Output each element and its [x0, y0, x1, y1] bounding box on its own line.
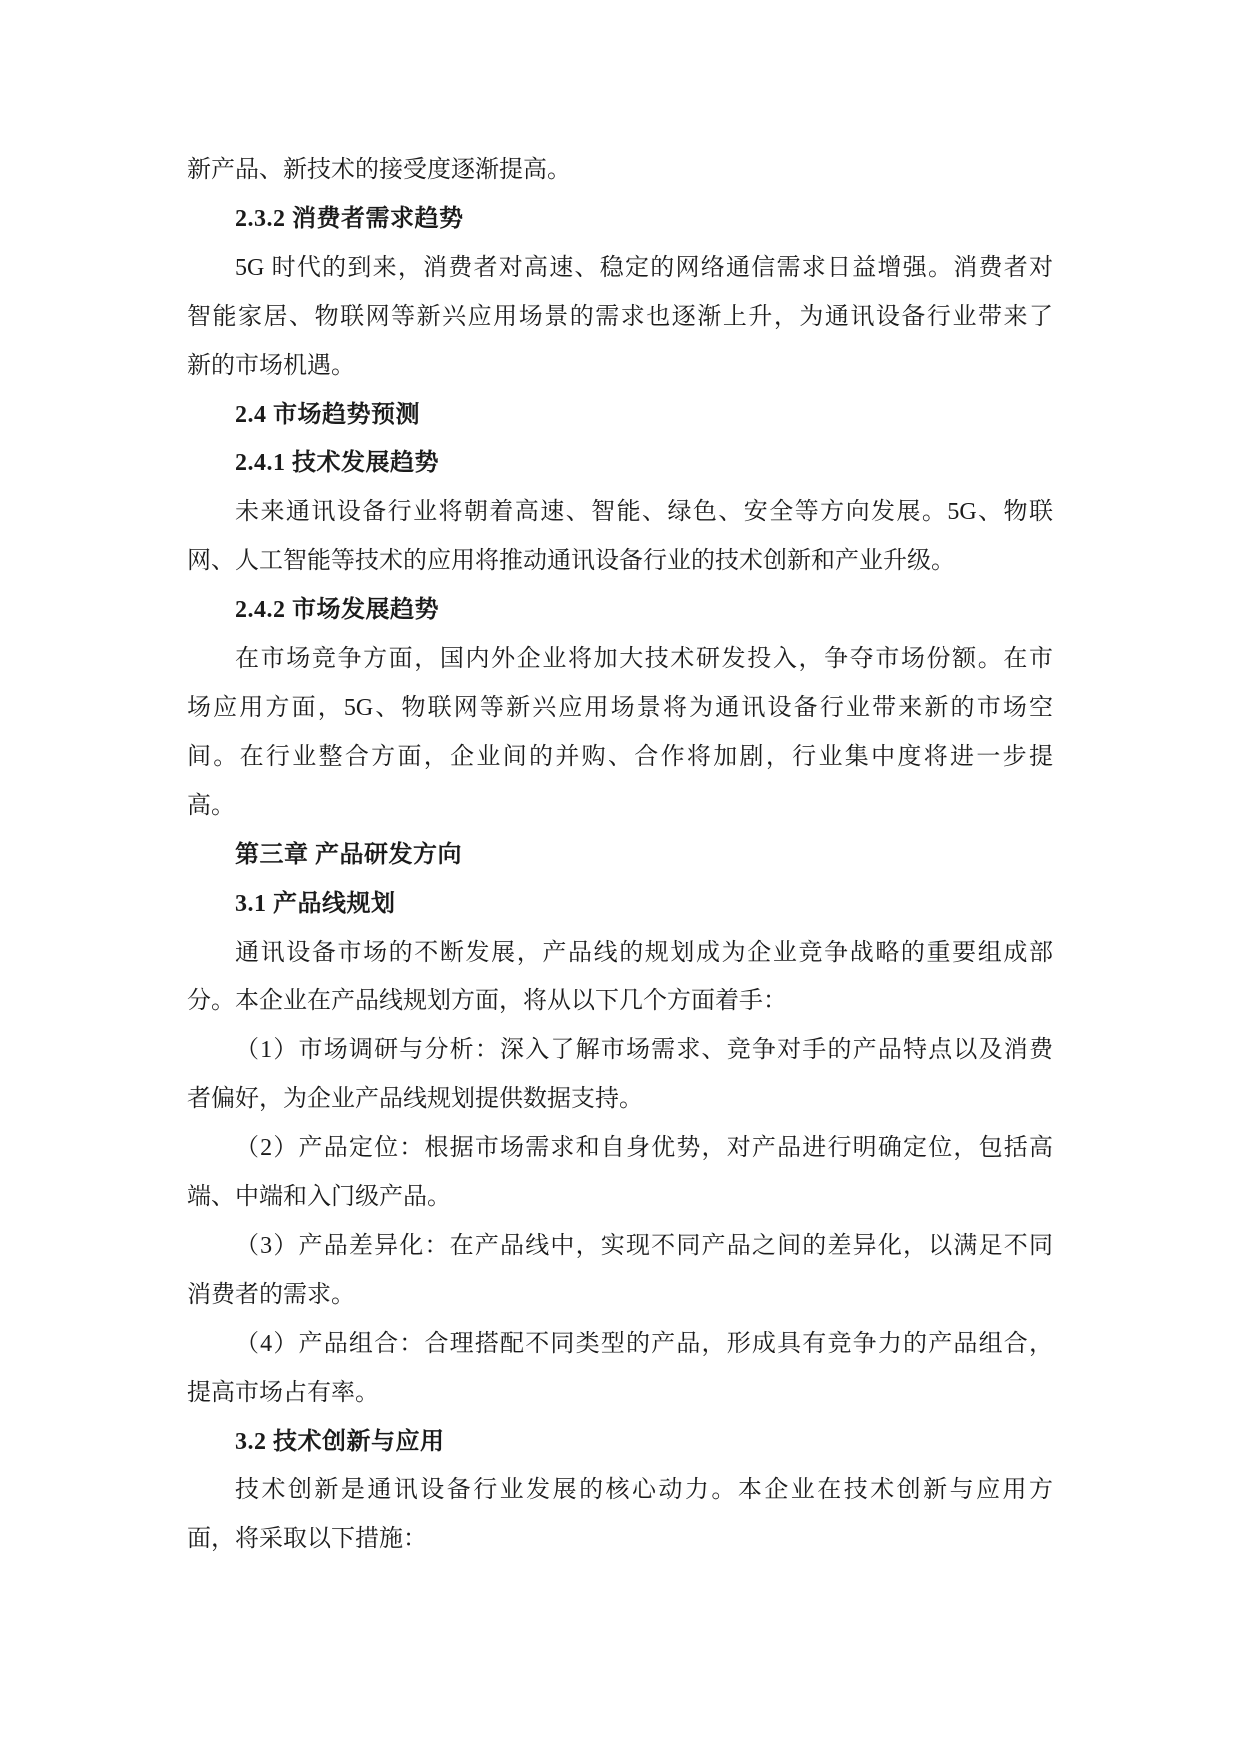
- section-heading: [187, 586, 1053, 635]
- text-line: 间。在行业整合方面，企业间的并购、合作将加剧，行业集中度将进一步提: [187, 743, 1053, 770]
- text-line: 高。: [187, 792, 235, 819]
- text-line: （2）产品定位：根据市场需求和自身优势，对产品进行明确定位，包括高: [235, 1135, 1053, 1162]
- document-body: [187, 146, 1053, 1564]
- text-line: （1）市场调研与分析：深入了解市场需求、竞争对手的产品特点以及消费: [235, 1037, 1053, 1064]
- heading-line: 第三章 产品研发方向: [235, 841, 462, 868]
- paragraph: [187, 1466, 1053, 1564]
- section-heading: [187, 831, 1053, 880]
- text-line: 场应用方面，5G、物联网等新兴应用场景将为通讯设备行业带来新的市场空: [187, 694, 1053, 721]
- heading-line: 2.4.1 技术发展趋势: [235, 450, 439, 477]
- text-line: 技术创新是通讯设备行业发展的核心动力。本企业在技术创新与应用方: [235, 1477, 1053, 1504]
- heading-line: 3.1 产品线规划: [235, 890, 396, 917]
- text-line: 5G 时代的到来，消费者对高速、稳定的网络通信需求日益增强。消费者对: [235, 254, 1053, 281]
- section-heading: [187, 391, 1053, 440]
- text-line: 新的市场机遇。: [187, 352, 355, 379]
- paragraph: [187, 635, 1053, 831]
- text-line: 分。本企业在产品线规划方面，将从以下几个方面着手：: [187, 988, 787, 1015]
- paragraph: [187, 1222, 1053, 1320]
- text-line: 提高市场占有率。: [187, 1379, 379, 1406]
- text-line: （4）产品组合：合理搭配不同类型的产品，形成具有竞争力的产品组合，: [235, 1330, 1053, 1357]
- paragraph: [187, 1124, 1053, 1222]
- heading-line: 2.4 市场趋势预测: [235, 401, 420, 428]
- section-heading: [187, 439, 1053, 488]
- heading-line: 2.3.2 消费者需求趋势: [235, 205, 464, 232]
- heading-line: 2.4.2 市场发展趋势: [235, 597, 439, 624]
- section-heading: [187, 880, 1053, 929]
- text-line: 端、中端和入门级产品。: [187, 1184, 451, 1211]
- text-line: （3）产品差异化：在产品线中，实现不同产品之间的差异化，以满足不同: [235, 1232, 1053, 1259]
- paragraph: [187, 488, 1053, 586]
- text-line: 未来通讯设备行业将朝着高速、智能、绿色、安全等方向发展。5G、物联: [235, 499, 1053, 526]
- text-line: 新产品、新技术的接受度逐渐提高。: [187, 157, 571, 183]
- paragraph: [187, 929, 1053, 1027]
- text-line: 者偏好，为企业产品线规划提供数据支持。: [187, 1086, 643, 1113]
- paragraph: [187, 244, 1053, 391]
- text-line: 在市场竞争方面，国内外企业将加大技术研发投入，争夺市场份额。在市: [235, 646, 1053, 673]
- paragraph: [187, 146, 1053, 195]
- text-line: 智能家居、物联网等新兴应用场景的需求也逐渐上升，为通讯设备行业带来了: [187, 303, 1053, 330]
- paragraph: [187, 1026, 1053, 1124]
- text-line: 网、人工智能等技术的应用将推动通讯设备行业的技术创新和产业升级。: [187, 548, 955, 575]
- section-heading: [187, 195, 1053, 244]
- text-line: 通讯设备市场的不断发展，产品线的规划成为企业竞争战略的重要组成部: [235, 939, 1053, 966]
- section-heading: [187, 1418, 1053, 1467]
- heading-line: 3.2 技术创新与应用: [235, 1428, 445, 1455]
- text-line: 面，将采取以下措施：: [187, 1526, 427, 1553]
- text-line: 消费者的需求。: [187, 1281, 355, 1308]
- paragraph: [187, 1320, 1053, 1418]
